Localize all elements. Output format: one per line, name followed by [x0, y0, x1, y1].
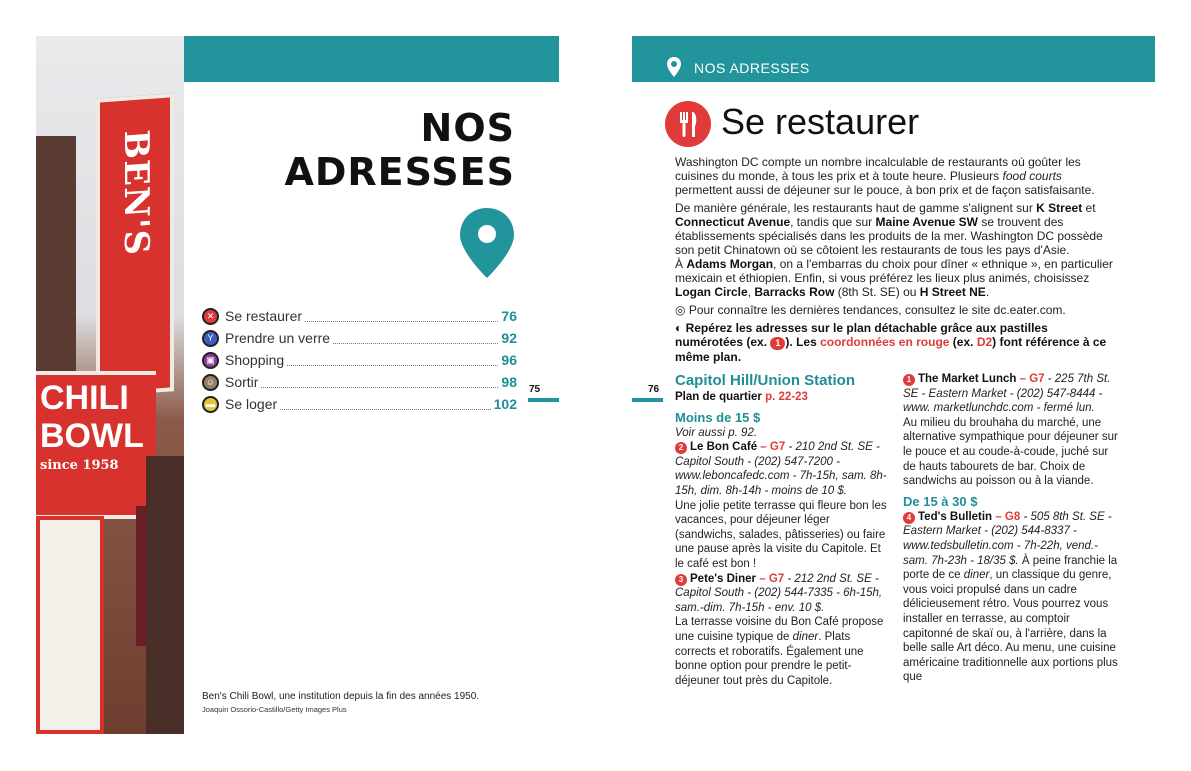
toc-leader-dots [305, 311, 498, 322]
listing-description: Une jolie petite terrasse qui fleure bon les vacances, pour déjeuner léger (sandwichs, salades, pâtisseries) ou faire une pause après la visite du Capitole. Et le café est bon ! [675, 499, 887, 570]
web-icon: ◎ [675, 303, 686, 317]
glass-icon: Y [202, 330, 219, 347]
fork-knife-icon [665, 101, 711, 147]
page-title [280, 106, 515, 194]
bag-icon: ▣ [202, 352, 219, 369]
listing-entry: 2 Le Bon Café – G7 - 210 2nd St. SE - Capitol South - (202) 547-7200 - www.leboncafedc.com - 7h-15h, sam. 8h-15h, dim. 8h-14h - moins de 10 $. [675, 441, 887, 497]
price-heading: Moins de 15 $ [675, 409, 761, 425]
section-heading: Se restaurer [721, 101, 920, 142]
listing-description: La terrasse voisine du Bon Café propose une cuisine typique de diner. Plats corrects et roboratifs. Également une bonne option pour prendre le petit-déjeuner tout près du Capitole. [675, 616, 884, 687]
toc-leader-dots [287, 355, 498, 366]
toc-page-number: 92 [501, 330, 517, 346]
chili-bowl-sign [36, 371, 156, 519]
toc-label: Se restaurer [225, 308, 303, 324]
mask-icon: ☺ [202, 374, 219, 391]
toc-leader-dots [280, 399, 490, 410]
storefront [146, 456, 184, 734]
listing-description: Au milieu du brouhaha du marché, une alternative sympathique pour déjeuner sur le pouce et au coude-à-coude, juché sur de hauts tabourets de bar. Choix de sandwichs au poisson ou à la viande. [903, 416, 1118, 488]
intro-paragraph-1: Washington DC compte un nombre incalculable de restaurants où goûter les cuisines du monde, à tous les prix et à toute heure. Plusieurs food courts permettent aussi de déjeuner sur le pouce, à bon prix et de façon satisfaisante. [675, 155, 1095, 197]
listing-column-1 [675, 372, 890, 688]
toc-label: Shopping [225, 352, 285, 368]
intro-paragraph-web: ◎ Pour connaître les dernières tendances, consultez le site dc.eater.com. [675, 303, 1066, 317]
toc-item[interactable] [202, 349, 517, 371]
toc-item[interactable] [202, 371, 517, 393]
section-label: NOS ADRESSES [694, 60, 810, 76]
toc-item[interactable] [202, 327, 517, 349]
toc-leader-dots [333, 333, 498, 344]
listing-entry: 4 Ted's Bulletin – G8 - 505 8th St. SE - Eastern Market - (202) 544-8337 - www.tedsbulletin.com - 7h-22h, vend.-sam. 7h-23h - 18/35 $. À peine franchie la porte de ce diner, un classique du genre, vous voici propulsé dans un cadre délicieusement rétro. Vous pourrez vous installer en terrasse, au comptoir capitonné de skaï ou, à l'arrière, dans la belle salle Art déco. Au menu, une cuisine américaine traditionnelle aux portions plus que [903, 510, 1118, 684]
intro-paragraph-map: ◐ Repérez les adresses sur le plan détachable grâce aux pastilles numérotées (ex. 1 ). Les coordonnées en rouge (ex. D2) font référence à ce même plan. [675, 321, 1107, 364]
area-title: Capitol Hill/Union Station [675, 372, 855, 389]
toc-page-number: 96 [501, 352, 517, 368]
caption-text: Ben's Chili Bowl, une institution depuis la fin des années 1950. [202, 691, 480, 702]
see-also: Voir aussi p. 92. [675, 426, 758, 439]
listing-entry: 1 The Market Lunch – G7 - 225 7th St. SE - Eastern Market - (202) 547-8444 - www. marketlunchdc.com - fermé lun. [903, 373, 1111, 415]
photo-caption [202, 690, 502, 716]
bowl-text: BOWL [40, 417, 144, 455]
toc-page-number: 102 [493, 396, 517, 412]
page-number-left: 75 [529, 384, 541, 395]
bens-sign [96, 93, 174, 396]
folio-bar-right [632, 398, 663, 402]
bens-sign-text: BEN'S [116, 128, 156, 258]
map-pointer-icon: ◐ [675, 321, 683, 335]
page-number-right: 76 [648, 384, 660, 395]
lower-sign [36, 516, 104, 734]
title-line-2: ADRESSES [284, 150, 515, 194]
bens-chili-bowl-photo [36, 36, 184, 734]
toc-label: Sortir [225, 374, 259, 390]
bed-icon: ▬ [202, 396, 219, 413]
pastille-example: 1 [770, 337, 785, 350]
location-pin-icon [666, 56, 682, 78]
intro-text [675, 155, 1115, 368]
intro-paragraph-2: De manière générale, les restaurants haut de gamme s'alignent sur K Street et Connecticut Avenue, tandis que sur Maine Avenue SW se trouvent des établissements spécialisés dans les produits de la mer. Washington DC possède son petit Chinatown où se côtoient les restaurants de tous les pays d'Asie. À Adams Morgan, on a l'embarras du choix pour dîner « ethnique », en particulier mexicain et éthiopien. Enfin, si vous préférez les lieux plus animés, choisissez Logan Circle, Barracks Row (8th St. SE) ou H Street NE. [675, 201, 1113, 299]
location-pin-icon [458, 206, 516, 280]
header-band-left [184, 36, 559, 82]
photo-credit: Joaquin Ossorio-Castillo/Getty Images Plus [202, 705, 347, 714]
toc-page-number: 98 [501, 374, 517, 390]
chili-text: CHILI [40, 379, 129, 417]
toc-item[interactable] [202, 393, 517, 415]
toc-item[interactable] [202, 305, 517, 327]
folio-bar-left [528, 398, 559, 402]
toc-page-number: 76 [501, 308, 517, 324]
plan-reference: Plan de quartier p. 22-23 [675, 391, 808, 403]
listing-entry: 3 Pete's Diner – G7 - 212 2nd St. SE - Capitol South - (202) 544-7335 - 6h-15h, sam.-dim. 7h-15h - env. 10 $. [675, 572, 883, 614]
toc-label: Se loger [225, 396, 278, 412]
fork-knife-icon: ✕ [202, 308, 219, 325]
listing-column-2 [903, 372, 1118, 685]
toc-leader-dots [261, 377, 498, 388]
price-heading: De 15 à 30 $ [903, 493, 978, 509]
since-text: since 1958 [40, 458, 119, 473]
toc-label: Prendre un verre [225, 330, 331, 346]
title-line-1: NOS [420, 106, 515, 150]
table-of-contents [202, 305, 517, 415]
